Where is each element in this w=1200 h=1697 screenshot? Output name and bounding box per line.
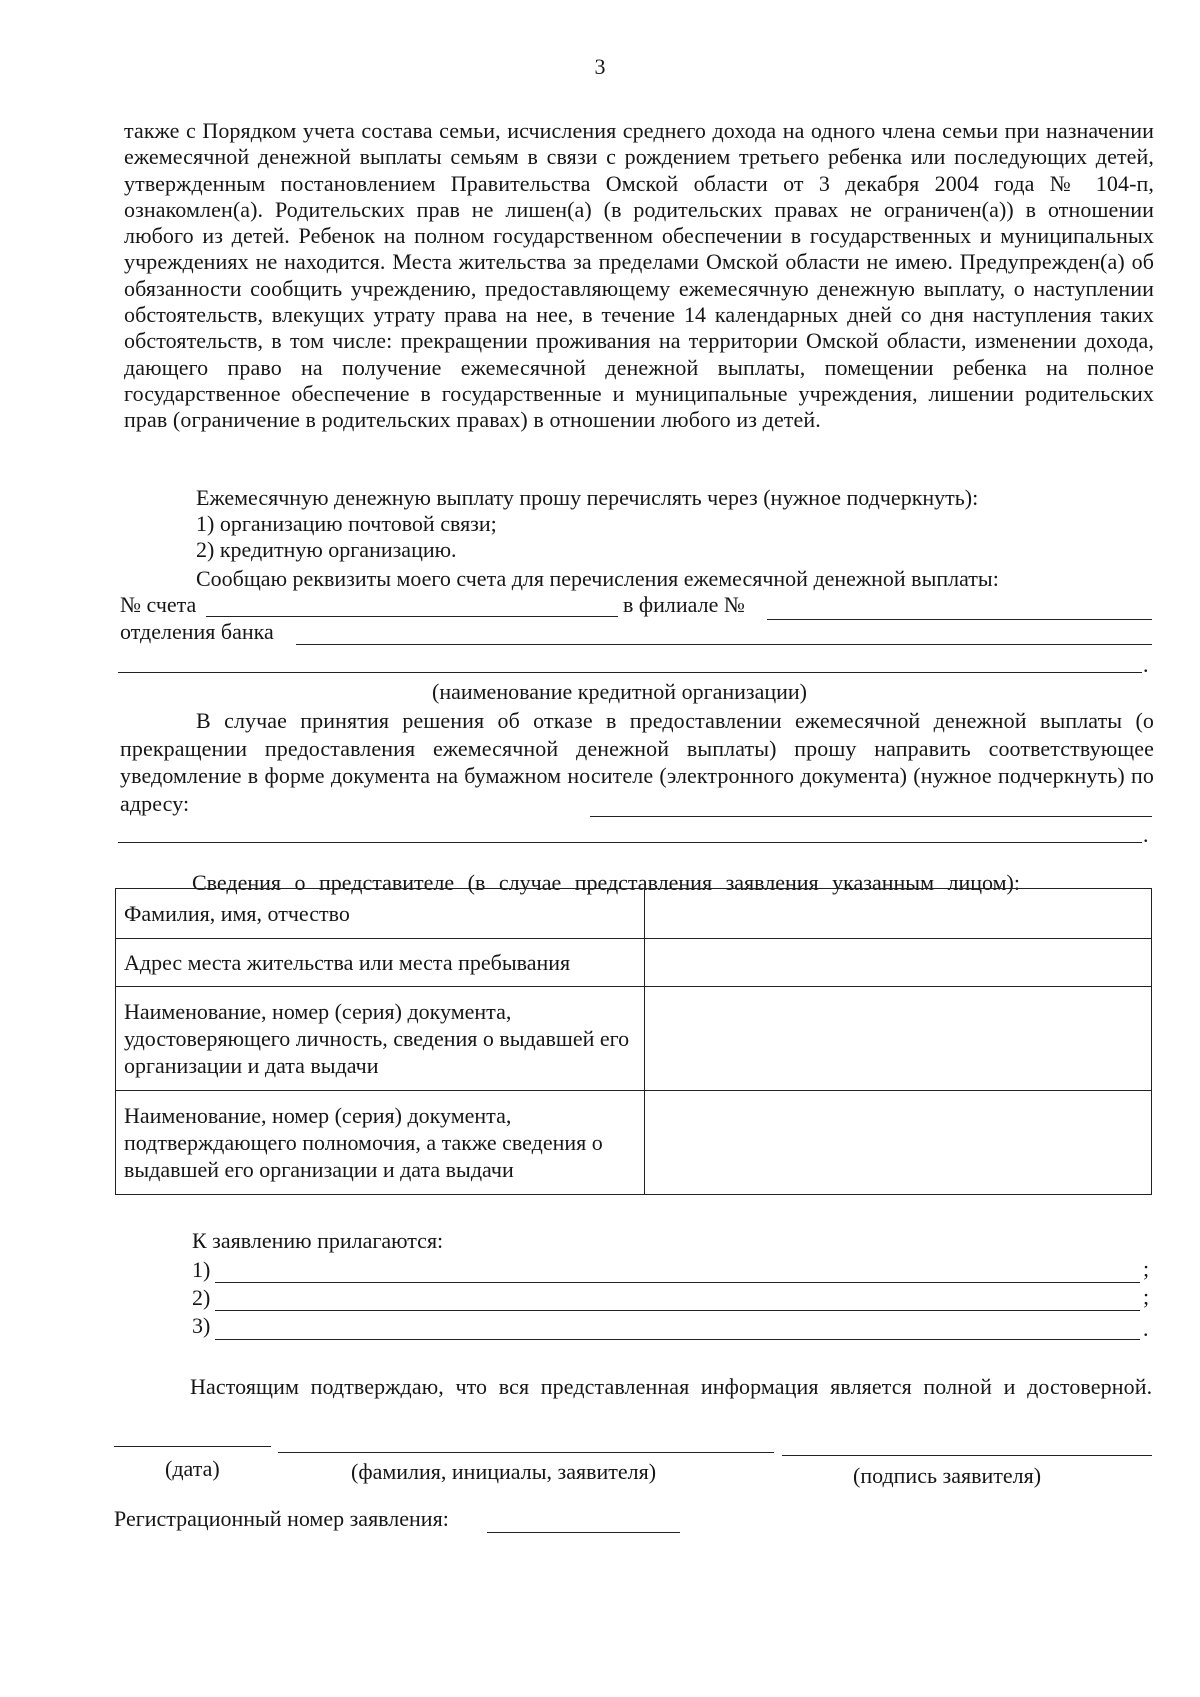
attachment-field-1[interactable] (215, 1282, 1140, 1283)
bank-branch-label: отделения банка (120, 619, 274, 644)
refusal-paragraph: В случае принятия решения об отказе в предоставлении ежемесячной денежной выплаты (о прекращении предоставления ежемесячной денежной выплаты) прошу направить соответствующее уведомление в форме документа на бумажном носителе (электронного документа) (нужное подчеркнуть) по адресу: (120, 708, 1154, 816)
bank-name-field[interactable] (118, 672, 1142, 673)
representative-authority-document-field[interactable] (645, 1091, 1152, 1195)
branch-field[interactable] (767, 619, 1152, 620)
attachment-number-1: 1) (192, 1257, 211, 1282)
attachment-semicolon-2: ; (1143, 1284, 1150, 1309)
attachment-semicolon-1: ; (1143, 1256, 1150, 1281)
attachment-period-3: . (1143, 1316, 1149, 1341)
payment-heading: Ежемесячную денежную выплату прошу перечислять через (нужное подчеркнуть): (196, 485, 979, 510)
representative-name-label: Фамилия, имя, отчество (116, 889, 645, 939)
table-row (116, 987, 1152, 1091)
name-field[interactable] (278, 1452, 774, 1453)
table-row (116, 939, 1152, 987)
date-caption: (дата) (165, 1456, 220, 1481)
representative-address-label: Адрес места жительства или места пребывания (116, 939, 645, 987)
account-field[interactable] (206, 616, 618, 617)
table-row (116, 889, 1152, 939)
account-label: № счета (120, 592, 197, 617)
bank-name-period: . (1143, 652, 1149, 677)
registration-number-field[interactable] (487, 1532, 680, 1533)
name-caption: (фамилия, инициалы, заявителя) (351, 1459, 657, 1484)
address-field[interactable] (590, 816, 1152, 817)
representative-heading: Сведения о представителе (в случае представления заявления указанным лицом): (192, 870, 1020, 895)
representative-address-field[interactable] (645, 939, 1152, 987)
attachments-heading: К заявлению прилагаются: (192, 1228, 444, 1253)
representative-id-document-label: Наименование, номер (серия) документа, удостоверяющего личность, сведения о выдавшей его организации и дата выдачи (116, 987, 645, 1091)
payment-option-post[interactable]: 1) организацию почтовой связи; (196, 511, 497, 536)
signature-field[interactable] (782, 1455, 1152, 1456)
representative-authority-document-label: Наименование, номер (серия) документа, подтверждающего полномочия, а также сведения о выдавшей его организации и дата выдачи (116, 1091, 645, 1195)
branch-label: в филиале № (623, 592, 745, 617)
requisites-heading: Сообщаю реквизиты моего счета для перечисления ежемесячной денежной выплаты: (196, 566, 999, 591)
bank-name-caption: (наименование кредитной организации) (432, 679, 807, 704)
representative-id-document-field[interactable] (645, 987, 1152, 1091)
representative-table (115, 888, 1152, 1195)
attachment-number-2: 2) (192, 1285, 211, 1310)
address-field-line-2[interactable] (118, 842, 1142, 843)
registration-label: Регистрационный номер заявления: (114, 1506, 449, 1531)
address-period: . (1143, 822, 1149, 847)
signature-caption: (подпись заявителя) (853, 1463, 1042, 1488)
table-row (116, 1091, 1152, 1195)
attachment-field-3[interactable] (215, 1339, 1140, 1340)
attachment-number-3: 3) (192, 1313, 211, 1338)
payment-option-bank[interactable]: 2) кредитную организацию. (196, 537, 457, 562)
representative-name-field[interactable] (645, 889, 1152, 939)
date-field[interactable] (114, 1446, 271, 1447)
intro-paragraph: также с Порядком учета состава семьи, исчисления среднего дохода на одного члена семьи при назначении ежемесячной денежной выплаты семьям в связи с рождением третьего ребенка или последующих детей, утвержденным постановлением Правительства Омской области от 3 декабря 2004 года № 104-п, ознакомлен(а). Родительских прав не лишен(а) (в родительских правах не ограничен(а)) в отношении любого из детей. Ребенок на полном государственном обеспечении в государственных и муниципальных учреждениях не находится. Места жительства за пределами Омской области не имею. Предупрежден(а) об обязанности сообщить учреждению, предоставляющему ежемесячную денежную выплату, о наступлении обстоятельств, влекущих утрату права на нее, в течение 14 календарных дней со дня наступления таких обстоятельств, в том числе: прекращении проживания на территории Омской области, изменении дохода, дающего право на получение ежемесячной денежной выплаты, помещении ребенка на полное государственное обеспечение в государственные и муниципальные учреждения, лишении родительских прав (ограничение в родительских правах) в отношении любого из детей. (124, 118, 1154, 433)
bank-branch-field[interactable] (296, 644, 1152, 645)
attachment-field-2[interactable] (215, 1310, 1140, 1311)
page-number: 3 (594, 54, 606, 79)
confirmation-text: Настоящим подтверждаю, что вся представленная информация является полной и достоверной. (190, 1374, 1153, 1399)
